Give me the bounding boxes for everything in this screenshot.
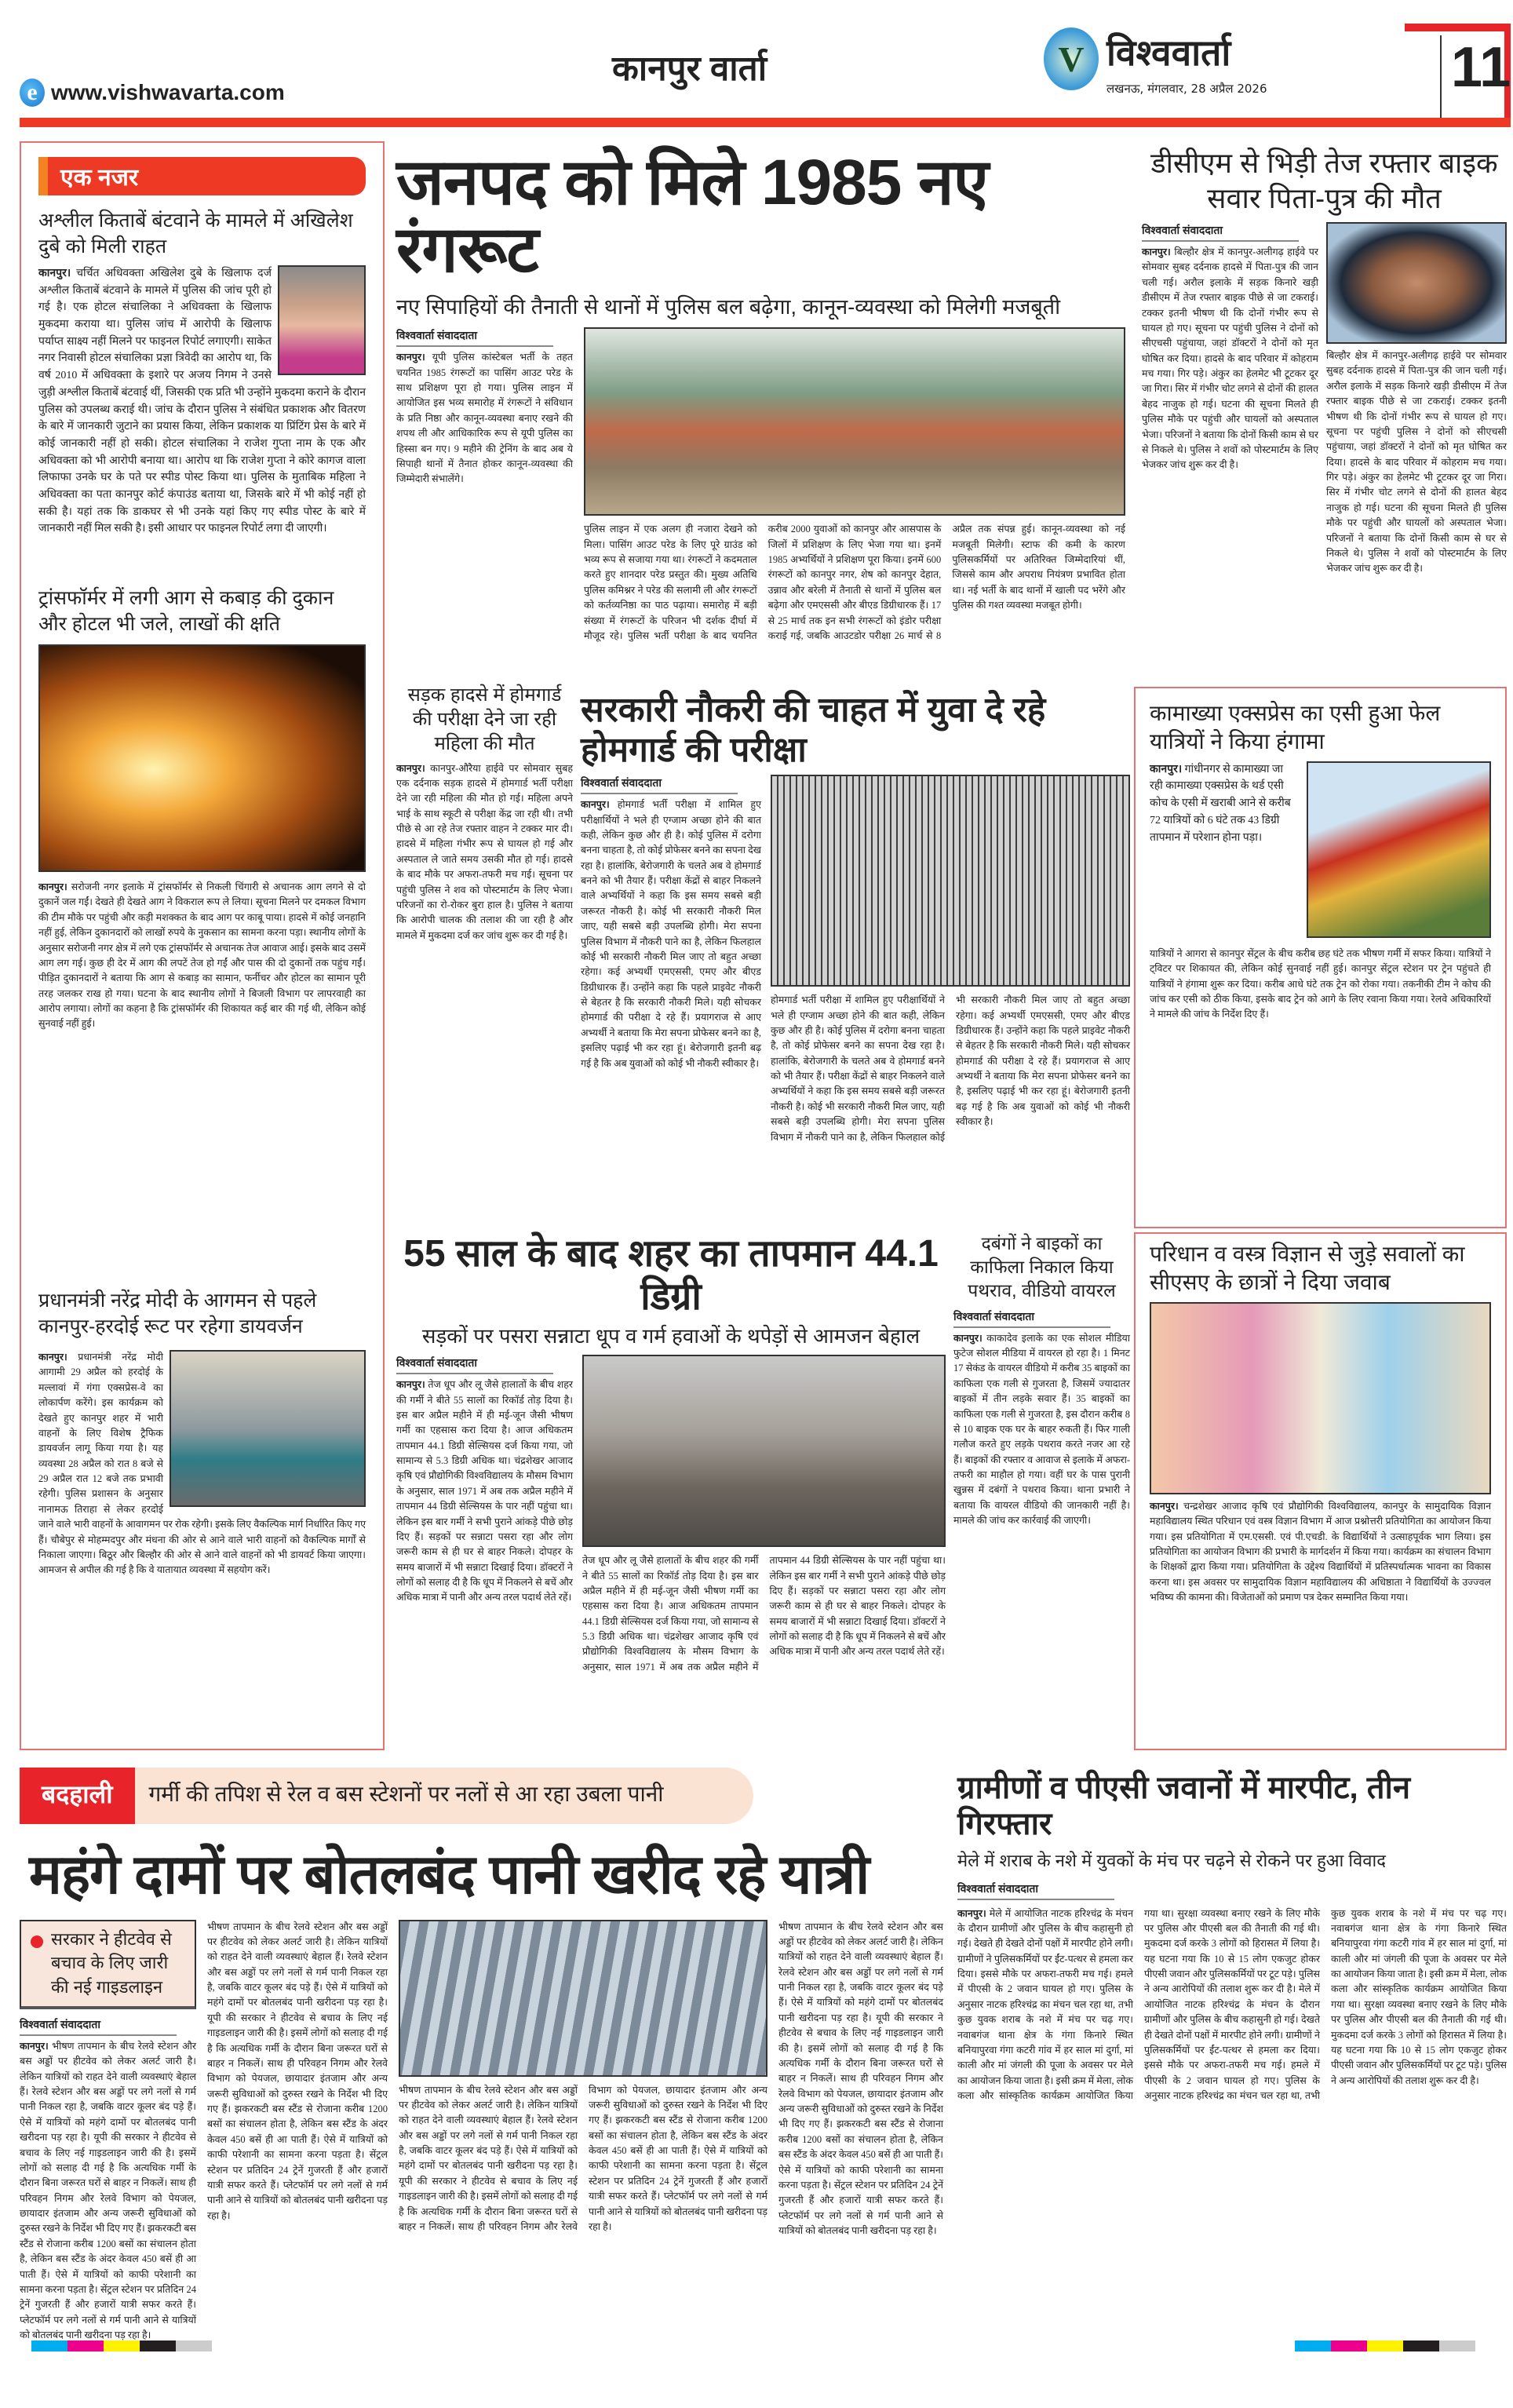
story-body: कानपुर। काकादेव इलाके का एक सोशल मीडिया फुटेज सोशल मीडिया में वायरल हो रहा है। 1 मिनट 17 सेकंड के वायरल वीडियो में करीब 35 बाइकों का काफिला एक गली से गुजरता है, जिसमें ज्यादातर बाइकों में तीन लड़के सवार हैं। 35 बाइकों का काफिला एक गली से गुजरता है, इस दौरान करीब 8 से 10 बाइक एक घर के बाहर रुकती हैं। फिर गाली गलौज करते हुए लड़के पथराव करते नजर आ रहे हैं। बाइकों की रफ्तार व आवाज से इलाके में अफरा-तफरी का माहौल हो गया। वहीं घर के पास पुरानी खुन्नस में दबंगों ने पथराव किया। थाना प्रभारी ने बताया कि वायरल वीडियो की जानकारी नहीं है। मामले की जांच कर कार्रवाई की जाएगी। [953,1332,1130,1527]
story-body: कानपुर। होमगार्ड भर्ती परीक्षा में शामिल हुए परीक्षार्थियों ने भले ही एग्जाम अच्छा होने की बात कही, लेकिन कुछ और ही है। कोई पुलिस में दरोगा बनना चाहता है, तो कोई प्रोफेसर बनने का सपना देख रहा है। हालांकि, बेरोजगारी के चलते अब वे होमगार्ड बनने को भी तैयार हैं। परीक्षा केंद्रों से बाहर निकलने वाले अभ्यर्थियों ने कहा कि इस समय सबसे बड़ी जरूरत नौकरी है। कोई भी सरकारी नौकरी मिल जाए, यही सबसे बड़ी उपलब्धि होगी। मेरा सपना पुलिस विभाग में नौकरी पाने का है, लेकिन फिलहाल कोई भी सरकारी नौकरी मिल जाए तो बहुत अच्छा रहेगा। कई अभ्यर्थी एमएससी, एमए और बीएड डिग्रीधारक हैं। उन्होंने कहा कि पहले प्राइवेट नौकरी से बेहतर है कि सरकारी नौकरी मिले। यही सोचकर होमगार्ड की परीक्षा दे रहे हैं। प्रयागराज से आए अभ्यर्थी ने बताया कि मेरा सपना प्रोफेसर बनने का है, इसलिए पढ़ाई भी कर रहा हूं। बेरोजगारी इतनी बढ़ गई है कि अब युवाओं को कोई भी नौकरी स्वीकार है। [581,799,761,1069]
story-bottled-water [20,1768,950,2408]
edition-title: कानपुर वार्ता [612,49,767,88]
headline: कामाख्या एक्सप्रेस का एसी हुआ फेल यात्रियों ने किया हंगामा [1150,701,1441,754]
story-body: कानपुर। चन्द्रशेखर आजाद कृषि एवं प्रौद्योगिकी विश्वविद्यालय, कानपुर के सामुदायिक विज्ञान महाविद्यालय स्थित परिधान एवं वस्त्र विज्ञान विभाग में आज प्रश्नोत्तरी प्रतियोगिता का आयोजन किया गया। इस प्रतियोगिता में एम.एससी. एवं पी.एचडी. के विद्यार्थियों ने उत्साहपूर्वक भाग लिया। इस प्रतियोगिता का आयोजन विभाग की प्रभारी के मार्गदर्शन में किया गया। कार्यक्रम का संचालन विभाग के शिक्षकों द्वारा किया गया। प्रतियोगिता के उद्देश्य विद्यार्थियों में प्रतिस्पर्धात्मक भावना का विकास करना था। इस अवसर पर सामुदायिक विज्ञान महाविद्यालय की अधिष्ठाता ने विद्यार्थियों के उज्ज्वल भविष्य की कामना की। विजेताओं को प्रमाण पत्र देकर सम्मानित किया गया। [1150,1500,1492,1604]
story-body: यात्रियों ने आगरा से कानपुर सेंट्रल के बीच करीब छह घंटे तक भीषण गर्मी में सफर किया। यात्रियों ने ट्विटर पर शिकायत की, लेकिन कोई सुनवाई नहीं हुई। कानपुर सेंट्रल स्टेशन पर ट्रेन पहुंचते ही यात्रियों ने हंगामा शुरू कर दिया। करीब आधे घंटे तक ट्रेन को रोका गया। तकनीकी टीम ने कोच की जांच कर एसी को ठीक किया, इसके बाद ट्रेन को आगे के लिए रवाना किया गया। रेलवे अधिकारियों ने मामले की जांच के निर्देश दिए हैं। [1150,947,1491,1020]
ribbon-label: बदहाली [20,1768,135,1824]
headline: परिधान व वस्त्र विज्ञान से जुड़े सवालों का सीएसए के छात्रों ने दिया जवाब [1150,1242,1465,1295]
story-kamakhya [1134,687,1507,1228]
photo-passing-out-parade [584,327,1125,516]
bullet-dot-icon [31,1936,43,1948]
photo-empty-road [582,1355,946,1547]
header-divider [20,118,1511,127]
photo-victim [1326,222,1507,344]
headline: 55 साल के बाद शहर का तापमान 44.1 डिग्री [403,1233,939,1319]
ribbon-text: गर्मी की तपिश से रेल व बस स्टेशनों पर नलों से आ रहा उबला पानी [135,1768,753,1824]
story-transformer [38,586,366,1272]
story-body: पुलिस लाइन में एक अलग ही नजारा देखने को मिला। पासिंग आउट परेड के लिए पूरे ग्राउंड को भव्य रूप से सजाया गया था। रंगरूटों ने कदमताल करते हुए शानदार परेड प्रस्तुत की। मुख्य अतिथि पुलिस कमिश्नर ने परेड की सलामी ली और रंगरूटों को कर्तव्यनिष्ठा का पाठ पढ़ाया। समारोह में बड़ी संख्या में रंगरूटों के परिजन भी दर्शक दीर्घा में मौजूद रहे। पुलिस भर्ती परीक्षा के बाद चयनित करीब 2000 युवाओं को कानपुर और आसपास के जिलों में प्रशिक्षण के लिए भेजा गया था। इनमें 1985 अभ्यर्थियों ने प्रशिक्षण पूरा किया। इनमें 600 रंगरूटों को कानपुर नगर, शेष को कानपुर देहात, उन्नाव और बरेली में तैनाती से थानों में पुलिस बल बढ़ेगा और एमएससी और बीएड डिग्रीधारक हैं। 17 से 25 मार्च तक इन सभी रंगरूटों को इंडोर परीक्षा कराई गई, जबकि आउटडोर परीक्षा 26 मार्च से 8 अप्रैल तक संपन्न हुई। कानून-व्यवस्था को नई मजबूती मिलेगी। स्टाफ की कमी के कारण पुलिसकर्मियों पर अतिरिक्त जिम्मेदारियां थीं, जिससे काम और अपराध नियंत्रण प्रभावित होता था। नई भर्ती के बाद थानों में खाली पद भरेंगे और पुलिस की गश्त व्यवस्था मजबूत होगी। [584,524,1125,641]
story-body: कानपुर। कानपुर-औरैया हाईवे पर सोमवार सुबह एक दर्दनाक सड़क हादसे में होमगार्ड भर्ती परीक्षा देने जा रही महिला की मौत हो गई। महिला अपने भाई के साथ स्कूटी से परीक्षा केंद्र जा रही थी। तभी पीछे से आ रहे तेज रफ्तार वाहन ने टक्कर मार दी। हादसे में महिला गंभीर रूप से घायल हो गई और अस्पताल ले जाते समय उसकी मौत हो गई। हादसे के बाद मौके पर अफरा-तफरी मच गई। सूचना पर पहुंची पुलिस ने शव को पोस्टमार्टम के लिए भेजा। परिजनों का रो-रोकर बुरा हाल है। पुलिस ने बताया कि आरोपी चालक की तलाश की जा रही है और मामले में मुकदमा दर्ज कर जांच शुरू कर दी गई है। [396,762,573,941]
photo-exam-crowd [771,775,1130,987]
newspaper-logo [1044,27,1267,97]
headline: डीसीएम से भिड़ी तेज रफ्तार बाइक सवार पिता-पुत्र की मौत [1150,147,1498,214]
story-body: कानपुर। चर्चित अधिवक्ता अखिलेश दुबे के खिलाफ दर्ज अश्लील किताबें बंटवाने के मामले में पुलिस की जांच पूरी हो गई है। एक होटल संचालिका ने अधिवक्ता के खिलाफ मुकदमा कराया था। पुलिस जांच में आरोपी के खिलाफ पर्याप्त साक्ष्य नहीं मिलने पर फाइनल रिपोर्ट लगाएगी। साकेत नगर निवासी होटल संचालिका प्रज्ञा त्रिवेदी का आरोप था, कि वर्ष 2010 में अधिवक्ता के इशारे पर अजय निगम ने उनसे जुड़ी अश्लील किताबें बंटवाई थीं, जिसकी एक प्रति भी उन्होंने मुकदमा कराने के दौरान पुलिस को उपलब्ध कराई थी। जांच के दौरान पुलिस ने संबंधित प्रकाशक और वितरण के बारे में जानकारी जुटाने का प्रयास किया, लेकिन प्रकाशक या प्रिंटिंग प्रेस के बारे में कोई जानकारी नहीं हो सकी। होटल संचालिका ने राजेश गुप्ता नाम के एक और अधिवक्ता को भी आरोपी बनाया था। आरोप था कि राजेश गुप्ता ने कोरे कागज वाला लिफाफा उनके घर के पते पर स्पीड पोस्ट किया था। पुलिस के मुताबिक महिला ने अधिवक्ता का पता कानपुर कोर्ट कंपाउंड बताया था, जिसके बारे में भी कोई नहीं हो सकी है। यहां तक कि डाकघर से भी उनके यहां किए गए स्पीड पोस्ट के बारे में जानकारी नहीं मिल सकी है। इसी आधार पर फाइनल रिपोर्ट लगा दी जाएगी। [38,268,366,535]
story-recruits [396,149,1130,735]
byline: विश्ववार्ता संवाददाता [396,328,553,347]
subhead: सड़कों पर पसरा सन्नाटा धूप व गर्म हवाओं के थपेड़ों से आमजन बेहाल [421,1324,921,1348]
dateline: लखनऊ, मंगलवार, 28 अप्रैल 2026 [1106,82,1267,96]
byline: विश्ववार्ता संवाददाता [1142,223,1299,242]
story-body-cont: भीषण तापमान के बीच रेलवे स्टेशन और बस अड्डों पर हीटवेव को लेकर अलर्ट जारी है। लेकिन यात्रियों को राहत देने वाली व्यवस्थाएं बेहाल हैं। रेलवे स्टेशन और बस अड्डों पर लगे नलों से गर्म पानी निकल रहा है, जबकि वाटर कूलर बंद पड़े हैं। ऐसे में यात्रियों को महंगे दामों पर बोतलबंद पानी खरीदना पड़ रहा है। यूपी की सरकार ने हीटवेव से बचाव के लिए नई गाइडलाइन जारी की है। इसमें लोगों को सलाह दी गई है कि अत्यधिक गर्मी के दौरान बिना जरूरत घरों से बाहर न निकलें। साथ ही परिवहन निगम और रेलवे विभाग को पेयजल, छायादार इंतजाम और अन्य जरूरी सुविधाओं को दुरुस्त रखने के निर्देश भी दिए गए हैं। झकरकटी बस स्टैंड से रोजाना करीब 1200 बसों का संचालन होता है, लेकिन बस स्टैंड के अंदर केवल 450 बसें ही आ पाती हैं। ऐसे में यात्रियों को काफी परेशानी का सामना करना पड़ता है। सेंट्रल स्टेशन पर प्रतिदिन 24 ट्रेनें गुजरती हैं और हजारों यात्री सफर करते हैं। प्लेटफॉर्म पर लगे नलों से गर्म पानी आने से यात्रियों को बोतलबंद पानी खरीदना पड़ रहा है। [207,1921,388,2221]
story-homeguard-exam [581,691,1130,1268]
photo-woman [278,265,366,375]
ek-nazar-panel [20,141,385,1750]
story-dcm-accident [1142,145,1507,662]
story-body: कानपुर। भीषण तापमान के बीच रेलवे स्टेशन और बस अड्डों पर हीटवेव को लेकर अलर्ट जारी है। लेकिन यात्रियों को राहत देने वाली व्यवस्थाएं बेहाल हैं। रेलवे स्टेशन और बस अड्डों पर लगे नलों से गर्म पानी निकल रहा है, जबकि वाटर कूलर बंद पड़े हैं। ऐसे में यात्रियों को महंगे दामों पर बोतलबंद पानी खरीदना पड़ रहा है। यूपी की सरकार ने हीटवेव से बचाव के लिए नई गाइडलाइन जारी की है। इसमें लोगों को सलाह दी गई है कि अत्यधिक गर्मी के दौरान बिना जरूरत घरों से बाहर न निकलें। साथ ही परिवहन निगम और रेलवे विभाग को पेयजल, छायादार इंतजाम और अन्य जरूरी सुविधाओं को दुरुस्त रखने के निर्देश भी दिए गए हैं। झकरकटी बस स्टैंड से रोजाना करीब 1200 बसों का संचालन होता है, लेकिन बस स्टैंड के अंदर केवल 450 बसें ही आ पाती हैं। ऐसे में यात्रियों को काफी परेशानी का सामना करना पड़ता है। सेंट्रल स्टेशन पर प्रतिदिन 24 ट्रेनें गुजरती हैं और हजारों यात्री सफर करते हैं। प्लेटफॉर्म पर लगे नलों से गर्म पानी आने से यात्रियों को बोतलबंद पानी खरीदना पड़ रहा है। [20,2040,196,2341]
globe-v-logo-icon: V [1044,27,1099,90]
story-temperature [396,1232,946,1793]
browser-e-icon: e [20,78,45,107]
subhead: मेले में शराब के नशे में युवकों के मंच पर चढ़ने से रोकने पर हुआ विवाद [957,1851,1386,1870]
photo-train-engine [1307,761,1491,938]
story-body-cont3: भीषण तापमान के बीच रेलवे स्टेशन और बस अड्डों पर हीटवेव को लेकर अलर्ट जारी है। लेकिन यात्रियों को राहत देने वाली व्यवस्थाएं बेहाल हैं। रेलवे स्टेशन और बस अड्डों पर लगे नलों से गर्म पानी निकल रहा है, जबकि वाटर कूलर बंद पड़े हैं। ऐसे में यात्रियों को महंगे दामों पर बोतलबंद पानी खरीदना पड़ रहा है। यूपी की सरकार ने हीटवेव से बचाव के लिए नई गाइडलाइन जारी की है। इसमें लोगों को सलाह दी गई है कि अत्यधिक गर्मी के दौरान बिना जरूरत घरों से बाहर न निकलें। साथ ही परिवहन निगम और रेलवे विभाग को पेयजल, छायादार इंतजाम और अन्य जरूरी सुविधाओं को दुरुस्त रखने के निर्देश भी दिए गए हैं। झकरकटी बस स्टैंड से रोजाना करीब 1200 बसों का संचालन होता है, लेकिन बस स्टैंड के अंदर केवल 450 बसें ही आ पाती हैं। ऐसे में यात्रियों को काफी परेशानी का सामना करना पड़ता है। सेंट्रल स्टेशन पर प्रतिदिन 24 ट्रेनें गुजरती हैं और हजारों यात्री सफर करते हैं। प्लेटफॉर्म पर लगे नलों से गर्म पानी आने से यात्रियों को बोतलबंद पानी खरीदना पड़ रहा है। [778,1921,943,2236]
story-body: कानपुर। मेले में आयोजित नाटक हरिश्चंद्र के मंचन के दौरान ग्रामीणों और पुलिस के बीच कहासुनी हो गई। देखते ही देखते दोनों पक्षों में मारपीट होने लगी। ग्रामीणों ने पुलिसकर्मियों पर ईंट-पत्थर से हमला कर दिया। इससे मौके पर अफरा-तफरी मच गई। हमले में पीएसी के 2 जवान घायल हो गए। पुलिस के अनुसार नाटक हरिश्चंद्र का मंचन चल रहा था, तभी कुछ युवक शराब के नशे में मंच पर चढ़ गए। नवाबगंज थाना क्षेत्र के गंगा किनारे स्थित बनियापुरवा गंगा कटरी गांव में हर साल मां दुर्गा, मां काली और मां जंगली की पूजा के अवसर पर मेले का आयोजन किया जाता है। इसी क्रम में मेला, लोक कला और सांस्कृतिक कार्यक्रम आयोजित किया गया था। सुरक्षा व्यवस्था बनाए रखने के लिए मौके पर पुलिस और पीएसी बल की तैनाती की गई थी। मुकदमा दर्ज करके 3 लोगों को हिरासत में लिया है। यह घटना गया कि 10 से 15 लोग एकजुट होकर पीएसी जवान और पुलिसकर्मियों पर टूट पड़े। पुलिस ने अन्य आरोपियों की तलाश शुरू कर दी है। मेले में आयोजित नाटक हरिश्चंद्र के मंचन के दौरान ग्रामीणों और पुलिस के बीच कहासुनी हो गई। देखते ही देखते दोनों पक्षों में मारपीट होने लगी। ग्रामीणों ने पुलिसकर्मियों पर ईंट-पत्थर से हमला कर दिया। इससे मौके पर अफरा-तफरी मच गई। हमले में पीएसी के 2 जवान घायल हो गए। पुलिस के अनुसार नाटक हरिश्चंद्र का मंचन चल रहा था, तभी कुछ युवक शराब के नशे में मंच पर चढ़ गए। नवाबगंज थाना क्षेत्र के गंगा किनारे स्थित बनियापुरवा गंगा कटरी गांव में हर साल मां दुर्गा, मां काली और मां जंगली की पूजा के अवसर पर मेले का आयोजन किया जाता है। इसी क्रम में मेला, लोक कला और सांस्कृतिक कार्यक्रम आयोजित किया गया था। सुरक्षा व्यवस्था बनाए रखने के लिए मौके पर पुलिस और पीएसी बल की तैनाती की गई थी। मुकदमा दर्ज करके 3 लोगों को हिरासत में लिया है। यह घटना गया कि 10 से 15 लोग एकजुट होकर पीएसी जवान और पुलिसकर्मियों पर टूट पड़े। पुलिस ने अन्य आरोपियों की तलाश शुरू कर दी है। [957,1907,1508,2102]
section-label: एक नजर [38,157,366,195]
headline: ट्रांसफॉर्मर में लगी आग से कबाड़ की दुकान और होटल भी जले, लाखों की क्षति [38,587,334,635]
byline: विश्ववार्ता संवाददाता [581,775,738,794]
story-homeguard-accident [396,683,573,1224]
story-body-cont2: भीषण तापमान के बीच रेलवे स्टेशन और बस अड्डों पर हीटवेव को लेकर अलर्ट जारी है। लेकिन यात्रियों को राहत देने वाली व्यवस्थाएं बेहाल हैं। रेलवे स्टेशन और बस अड्डों पर लगे नलों से गर्म पानी निकल रहा है, जबकि वाटर कूलर बंद पड़े हैं। ऐसे में यात्रियों को महंगे दामों पर बोतलबंद पानी खरीदना पड़ रहा है। यूपी की सरकार ने हीटवेव से बचाव के लिए नई गाइडलाइन जारी की है। इसमें लोगों को सलाह दी गई है कि अत्यधिक गर्मी के दौरान बिना जरूरत घरों से बाहर न निकलें। साथ ही परिवहन निगम और रेलवे विभाग को पेयजल, छायादार इंतजाम और अन्य जरूरी सुविधाओं को दुरुस्त रखने के निर्देश भी दिए गए हैं। झकरकटी बस स्टैंड से रोजाना करीब 1200 बसों का संचालन होता है, लेकिन बस स्टैंड के अंदर केवल 450 बसें ही आ पाती हैं। ऐसे में यात्रियों को काफी परेशानी का सामना करना पड़ता है। सेंट्रल स्टेशन पर प्रतिदिन 24 ट्रेनें गुजरती हैं और हजारों यात्री सफर करते हैं। प्लेटफॉर्म पर लगे नलों से गर्म पानी आने से यात्रियों को बोतलबंद पानी खरीदना पड़ रहा है। [399,2084,767,2232]
story-body-cont: होमगार्ड भर्ती परीक्षा में शामिल हुए परीक्षार्थियों ने भले ही एग्जाम अच्छा होने की बात कही, लेकिन कुछ और ही है। कोई पुलिस में दरोगा बनना चाहता है, तो कोई प्रोफेसर बनने का सपना देख रहा है। हालांकि, बेरोजगारी के चलते अब वे होमगार्ड बनने को भी तैयार हैं। परीक्षा केंद्रों से बाहर निकलने वाले अभ्यर्थियों ने कहा कि इस समय सबसे बड़ी जरूरत नौकरी है। कोई भी सरकारी नौकरी मिल जाए, यही सबसे बड़ी उपलब्धि होगी। मेरा सपना पुलिस विभाग में नौकरी पाने का है, लेकिन फिलहाल कोई भी सरकारी नौकरी मिल जाए तो बहुत अच्छा रहेगा। कई अभ्यर्थी एमएससी, एमए और बीएड डिग्रीधारक हैं। उन्होंने कहा कि पहले प्राइवेट नौकरी से बेहतर है कि सरकारी नौकरी मिले। यही सोचकर होमगार्ड की परीक्षा दे रहे हैं। प्रयागराज से आए अभ्यर्थी ने बताया कि मेरा सपना प्रोफेसर बनने का है, इसलिए पढ़ाई भी कर रहा हूं। बेरोजगारी इतनी बढ़ गई है कि अब युवाओं को कोई भी नौकरी स्वीकार है। [771,994,1130,1143]
headline: अश्लील किताबें बंटवाने के मामले में अखिलेश दुबे को मिली राहत [38,210,353,257]
headline: महंगे दामों पर बोतलबंद पानी खरीद रहे यात्री [29,1844,870,1905]
page-number: 11 [1440,35,1511,118]
headline: सड़क हादसे में होमगार्ड की परीक्षा देने जा रही महिला की मौत [407,684,562,755]
print-registration-bar [31,2341,212,2351]
byline: विश्ववार्ता संवाददाता [20,2017,177,2036]
headline: ग्रामीणों व पीएसी जवानों में मारपीट, तीन गिरफ्तार [957,1771,1411,1841]
story-pac-clash [957,1770,1507,2370]
kicker-ribbon [20,1768,753,1824]
byline: विश्ववार्ता संवाददाता [396,1355,553,1374]
story-body: कानपुर। बिल्हौर क्षेत्र में कानपुर-अलीगढ़ हाईवे पर सोमवार सुबह दर्दनाक हादसे में पिता-पुत्र की जान चली गई। अरौल इलाके में सड़क किनारे खड़ी डीसीएम में तेज रफ्तार बाइक पीछे से जा टकराई। टक्कर इतनी भीषण थी कि दोनों गंभीर रूप से घायल हो गए। सूचना पर पहुंची पुलिस ने दोनों को सीएचसी पहुंचाया, जहां डॉक्टरों ने दोनों को मृत घोषित कर दिया। हादसे के बाद परिवार में कोहराम मच गया। गिर पड़े। अंकुर का हेलमेट भी टूटकर दूर जा गिरा। सिर में गंभीर चोट लगने से दोनों की हालत बेहद नाजुक हो गई। घटना की सूचना मिलते ही पुलिस मौके पर पहुंची और घायलों को अस्पताल भेजा। परिजनों ने बताया कि दोनों किसी काम से घर से निकले थे। पुलिस ने शवों को पोस्टमार्टम के लिए भेजकर जांच शुरू कर दी है। [1142,246,1318,471]
story-body: कानपुर। सरोजनी नगर इलाके में ट्रांसफॉर्मर से निकली चिंगारी से अचानक आग लगने से दो दुकानें जल गईं। देखते ही देखते आग ने विकराल रूप ले लिया। सूचना मिलने पर दमकल विभाग की टीम मौके पर पहुंची और कड़ी मशक्कत के बाद आग पर काबू पाया। हादसे में कोई जनहानि नहीं हुई, लेकिन दुकानदारों को लाखों रुपये के नुकसान का सामना करना पड़ा। स्थानीय लोगों के अनुसार सरोजनी नगर क्षेत्र में लगे एक ट्रांसफॉर्मर से अचानक तेज आवाज आई। इसके बाद उसमें आग लग गई। कुछ ही देर में आग की लपटें तेज हो गईं और पास की दो दुकानों तक पहुंच गईं। पीड़ित दुकानदारों ने बताया कि आग से कबाड़ का सामान, फर्नीचर और होटल का सामान पूरी तरह जलकर राख हो गया। घटना के बाद स्थानीय लोगों ने बिजली विभाग पर लापरवाही का आरोप लगाया। लोगों का कहना है कि ट्रांसफॉर्मर की शिकायत कई बार की गई थी, लेकिन कोई सुनवाई नहीं हुई। [38,881,366,1030]
story-bike-convoy [953,1232,1130,1724]
pull-quote: सरकार ने हीटवेव से बचाव के लिए जारी की नई गाइडलाइन [20,1920,196,2009]
story-lead: कानपुर। यूपी पुलिस कांस्टेबल भर्ती के तहत चयनित 1985 रंगरूटों का पासिंग आउट परेड के साथ प्रशिक्षण पूरा हो गया। पुलिस लाइन में आयोजित इस भव्य समारोह में रंगरूटों ने संविधान के प्रति निष्ठा और कानून-व्यवस्था बनाए रखने की शपथ ली और आधिकारिक रूप से यूपी पुलिस का हिस्सा बन गए। 9 महीने की ट्रेनिंग के बाद अब ये सिपाही थानों में तैनात होकर कानून-व्यवस्था की जिम्मेदारी संभालेंगे। [396,352,573,485]
main-headline: जनपद को मिले 1985 नए रंगरूट [396,147,988,286]
story-akhilesh [38,208,366,571]
byline: विश्ववार्ता संवाददाता [957,1881,1114,1900]
headline: सरकारी नौकरी की चाहत में युवा दे रहे होमगार्ड की परीक्षा [581,691,1046,769]
paper-name: विश्ववार्ता [1106,32,1231,73]
story-body-cont: तेज धूप और लू जैसे हालातों के बीच शहर की गर्मी ने बीते 55 सालों का रिकॉर्ड तोड़ दिया है। इस बार अप्रैल महीने में ही मई-जून जैसी भीषण गर्मी का एहसास करा दिया है। आज अधिकतम तापमान 44.1 डिग्री सेल्सियस दर्ज किया गया, जो सामान्य से 5.3 डिग्री अधिक था। चंद्रशेखर आजाद कृषि एवं प्रौद्योगिकी विश्वविद्यालय के मौसम विभाग के अनुसार, साल 1971 में अब तक अप्रैल महीने में तापमान 44 डिग्री सेल्सियस के पार नहीं पहुंचा था। लेकिन इस बार गर्मी ने सभी पुराने आंकड़े पीछे छोड़ दिए हैं। सड़कों पर सन्नाटा पसरा रहा और लोग जरूरी काम से ही घर से बाहर निकले। दोपहर के समय बाजारों में भी सन्नाटा दिखाई दिया। डॉक्टरों ने लोगों को सलाह दी है कि धूप में निकलने से बचें और अधिक मात्रा में पानी और अन्य तरल पदार्थ लेते रहें। [582,1555,946,1673]
photo-fire [38,644,366,872]
photo-students [1150,1302,1491,1494]
headline: दबंगों ने बाइकों का काफिला निकाल किया पथराव, वीडियो वायरल [968,1233,1116,1301]
main-subhead: नए सिपाहियों की तैनाती से थानों में पुलिस बल बढ़ेगा, कानून-व्यवस्था को मिलेगी मजबूती [396,295,1061,319]
byline: विश्ववार्ता संवाददाता [953,1309,1110,1328]
photo-railway-station [399,1920,767,2077]
story-modi-diversion [38,1288,366,1633]
story-body-cont: बिल्हौर क्षेत्र में कानपुर-अलीगढ़ हाईवे पर सोमवार सुबह दर्दनाक हादसे में पिता-पुत्र की जान चली गई। अरौल इलाके में सड़क किनारे खड़ी डीसीएम में तेज रफ्तार बाइक पीछे से जा टकराई। टक्कर इतनी भीषण थी कि दोनों गंभीर रूप से घायल हो गए। सूचना पर पहुंची पुलिस ने दोनों को सीएचसी पहुंचाया, जहां डॉक्टरों ने दोनों को मृत घोषित कर दिया। हादसे के बाद परिवार में कोहराम मच गया। गिर पड़े। अंकुर का हेलमेट भी टूटकर दूर जा गिरा। सिर में गंभीर चोट लगने से दोनों की हालत बेहद नाजुक हो गई। घटना की सूचना मिलते ही पुलिस मौके पर पहुंची और घायलों को अस्पताल भेजा। परिजनों ने बताया कि दोनों किसी काम से घर से निकले थे। पुलिस ने शवों को पोस्टमार्टम के लिए भेजकर जांच शुरू कर दी है। [1326,350,1507,575]
headline: प्रधानमंत्री नरेंद्र मोदी के आगमन से पहले कानपुर-हरदोई रूट पर रहेगा डायवर्जन [38,1290,317,1337]
photo-traffic [170,1350,366,1507]
story-lead: कानपुर। गांधीनगर से कामाख्या जा रही कामाख्या एक्सप्रेस के थर्ड एसी कोच के एसी में खराबी आने से करीब 72 यात्रियों को 6 घंटे तक 43 डिग्री तापमान में परेशान होना पड़ा। [1150,763,1291,844]
story-csa [1134,1232,1507,1750]
website-url[interactable]: e www.vishwavarta.com [20,78,285,107]
print-registration-bar [1295,2341,1475,2351]
story-body: कानपुर। प्रधानमंत्री नरेंद्र मोदी आगामी 29 अप्रैल को हरदोई के मल्लावां में गंगा एक्सप्रेस-वे का लोकार्पण करेंगे। इस कार्यक्रम को देखते हुए कानपुर शहर में भारी वाहनों के लिए विशेष ट्रैफिक डायवर्जन लागू किया गया है। यह व्यवस्था 28 अप्रैल को रात 8 बजे से 29 अप्रैल रात 12 बजे तक प्रभावी रहेगी। पुलिस प्रशासन के अनुसार नानामऊ तिराहा से लेकर हरदोई जाने वाले भारी वाहनों के आवागमन पर रोक रहेगी। इसके लिए वैकल्पिक मार्ग निर्धारित किए गए हैं। चौबेपुर से मोहम्मदपुर और मंधना की ओर से आने वाले भारी वाहनों को वैकल्पिक मार्गों से निकाला जाएगा। बिठूर और बिल्हौर की ओर से आने वाले वाहनों को भी डायवर्ट किया जाएगा। आमजन से अपील की गई है कि वे यातायात व्यवस्था में सहयोग करें। [38,1352,366,1576]
story-body: कानपुर। तेज धूप और लू जैसे हालातों के बीच शहर की गर्मी ने बीते 55 सालों का रिकॉर्ड तोड़ दिया है। इस बार अप्रैल महीने में ही मई-जून जैसी भीषण गर्मी का एहसास करा दिया है। आज अधिकतम तापमान 44.1 डिग्री सेल्सियस दर्ज किया गया, जो सामान्य से 5.3 डिग्री अधिक था। चंद्रशेखर आजाद कृषि एवं प्रौद्योगिकी विश्वविद्यालय के मौसम विभाग के अनुसार, साल 1971 में अब तक अप्रैल महीने में तापमान 44 डिग्री सेल्सियस के पार नहीं पहुंचा था। लेकिन इस बार गर्मी ने सभी पुराने आंकड़े पीछे छोड़ दिए हैं। सड़कों पर सन्नाटा पसरा रहा और लोग जरूरी काम से ही घर से बाहर निकले। दोपहर के समय बाजारों में भी सन्नाटा दिखाई दिया। डॉक्टरों ने लोगों को सलाह दी है कि धूप में निकलने से बचें और अधिक मात्रा में पानी और अन्य तरल पदार्थ लेते रहें। [396,1379,573,1604]
